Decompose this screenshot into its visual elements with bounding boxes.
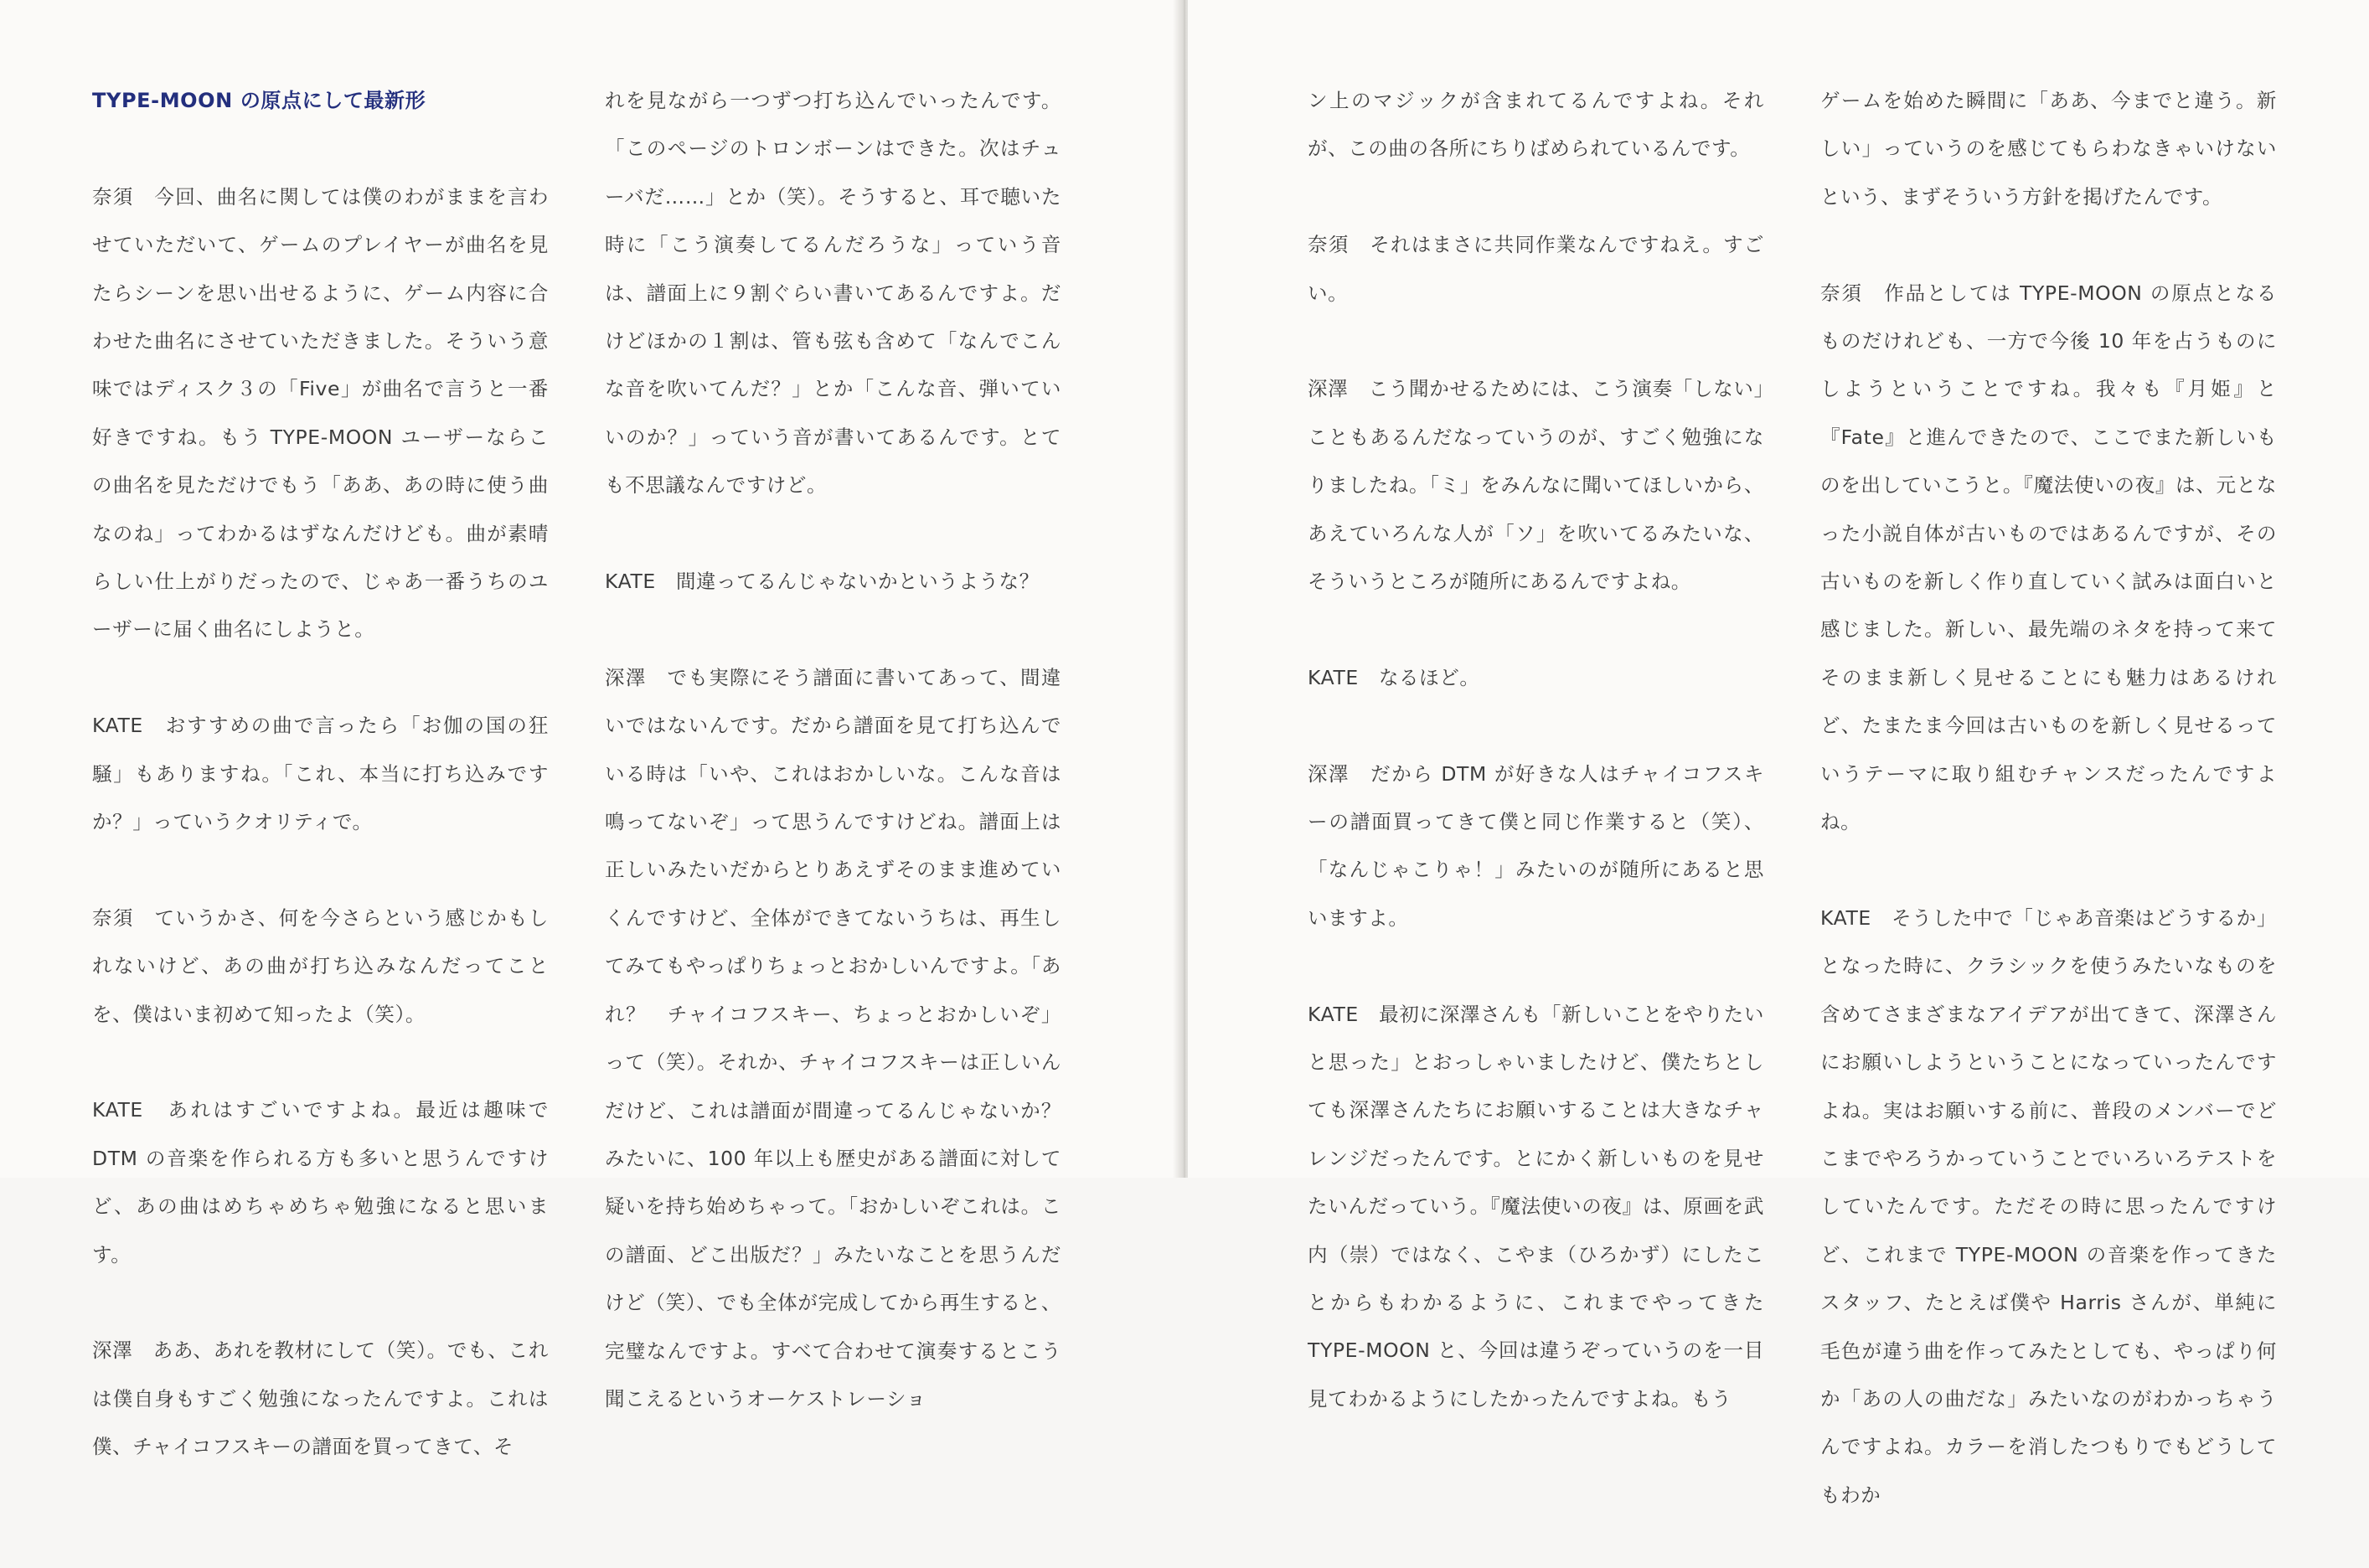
paragraph: 深澤 こう聞かせるためには、こう演奏「しない」こともあるんだなっていうのが、すごく勉強になりましたね。「ミ」をみんなに聞いてほしいから、あえていろんな人が「ソ」を吹いてるみたいな、そういうところが随所にあるんですよね。 bbox=[1308, 377, 1764, 594]
paragraph: KATE あれはすごいですよね。最近は趣味で DTM の音楽を作られる方も多いと思うんですけど、あの曲はめちゃめちゃ勉強になると思います。 bbox=[92, 1098, 549, 1266]
paragraph: 奈須 今回、曲名に関しては僕のわがままを言わせていただいて、ゲームのプレイヤーが曲名を見たらシーンを思い出せるように、ゲーム内容に合わせた曲名にさせていただきました。そういう意味ではディスク３の「Five」が曲名で言うと一番好きですね。もう TYPE-MOON ユーザーならこの曲名を見ただけでもう「ああ、あの時に使う曲なのね」ってわかるはずなんだけども。曲が素晴らしい仕上がりだったので、じゃあ一番うちのユーザーに届く曲名にしようと。 bbox=[92, 184, 549, 642]
left-page-column-1 bbox=[92, 77, 549, 1519]
left-page bbox=[0, 0, 1181, 1459]
paragraph: れを見ながら一つずつ打ち込んでいったんです。「このページのトロンボーンはできた。次はチューバだ……」とか（笑）。そうすると、耳で聴いた時に「こう演奏してるんだろうな」っていう音は、譜面上に９割ぐらい書いてあるんですよ。だけどほかの１割は、管も弦も含めて「なんでこんな音を吹いてんだ？」とか「こんな音、弾いていいのか？」っていう音が書いてあるんです。とても不思議なんですけど。 bbox=[605, 89, 1061, 498]
paragraph: KATE 間違ってるんじゃないかというような？ bbox=[605, 570, 1040, 594]
paragraph: KATE なるほど。 bbox=[1308, 665, 1480, 689]
paragraph: 奈須 ていうかさ、何を今さらという感じかもしれないけど、あの曲が打ち込みなんだってことを、僕はいま初めて知ったよ（笑）。 bbox=[92, 905, 549, 1026]
paragraph: 深澤 だから DTM が好きな人はチャイコフスキーの譜面買ってきて僕と同じ作業すると（笑）、「なんじゃこりゃ！」みたいのが随所にあると思いますよ。 bbox=[1308, 761, 1764, 930]
section-heading: TYPE-MOON の原点にして最新形 bbox=[92, 89, 426, 112]
paragraph: 奈須 作品としては TYPE-MOON の原点となるものだけれども、一方で今後 10 年を占うものにしようということですね。我々も『月姫』と『Fate』と進んできたので、ここでまた新しいものを出していこうと。『魔法使いの夜』は、元となった小説自体が古いものではあるんですが、その古いものを新しく作り直していく試みは面白いと感じました。新しい、最先端のネタを持って来てそのまま新しく見せることにも魅力はあるけれど、たまたま今回は古いものを新しく見せるっていうテーマに取り組むチャンスだったんですよね。 bbox=[1820, 281, 2277, 834]
paragraph: KATE 最初に深澤さんも「新しいことをやりたいと思った」とおっしゃいましたけど、僕たちとしても深澤さんたちにお願いすることは大きなチャレンジだったんです。とにかく新しいものを見せたいんだっていう。『魔法使いの夜』は、原画を武内（崇）ではなく、こやま（ひろかず）にしたことからもわかるように、これまでやってきた TYPE-MOON と、今回は違うぞっていうのを一目見てわかるようにしたかったんですよね。もう bbox=[1308, 1002, 1764, 1411]
paragraph: ン上のマジックが含まれてるんですよね。それが、この曲の各所にちりばめられているんです。 bbox=[1308, 89, 1764, 161]
right-page-column-2 bbox=[1820, 77, 2277, 1568]
paragraph: 深澤 ああ、あれを教材にして（笑）。でも、これは僕自身もすごく勉強になったんですよ。これは僕、チャイコフスキーの譜面を買ってきて、そ bbox=[92, 1338, 549, 1459]
paragraph: ゲームを始めた瞬間に「ああ、今までと違う。新しい」っていうのを感じてもらわなきゃいけないという、まずそういう方針を掲げたんです。 bbox=[1820, 89, 2277, 209]
paragraph: KATE おすすめの曲で言ったら「お伽の国の狂騒」もありますね。「これ、本当に打ち込みですか？」っていうクオリティで。 bbox=[92, 714, 549, 834]
paragraph: KATE そうした中で「じゃあ音楽はどうするか」となった時に、クラシックを使うみたいなものを含めてさまざまなアイデアが出てきて、深澤さんにお願いしようということになっていったんですよね。実はお願いする前に、普段のメンバーでどこまでやろうかっていうことでいろいろテストをしていたんです。ただその時に思ったんですけど、これまで TYPE-MOON の音楽を作ってきたスタッフ、たとえば僕や Harris さんが、単純に毛色が違う曲を作ってみたとしても、やっぱり何か「あの人の曲だな」みたいなのがわかっちゃうんですよね。カラーを消したつもりでもどうしてもわか bbox=[1820, 905, 2277, 1507]
right-page-column-1 bbox=[1308, 77, 1764, 1472]
paragraph: 深澤 でも実際にそう譜面に書いてあって、間違いではないんです。だから譜面を見て打ち込んでいる時は「いや、これはおかしいな。こんな音は鳴ってないぞ」って思うんですけどね。譜面上は正しいみたいだからとりあえずそのまま進めていくんですけど、全体ができてないうちは、再生してみてもやっぱりちょっとおかしいんですよ。「あれ？ チャイコフスキー、ちょっとおかしいぞ」って（笑）。それか、チャイコフスキーは正しいんだけど、これは譜面が間違ってるんじゃないか？ みたいに、100 年以上も歴史がある譜面に対して疑いを持ち始めちゃって。「おかしいぞこれは。この譜面、どこ出版だ？」みたいなことを思うんだけど（笑）、でも全体が完成してから再生すると、完璧なんですよ。すべて合わせて演奏するとこう聞こえるというオーケストレーショ bbox=[605, 665, 1082, 1411]
left-page-column-2 bbox=[605, 77, 1082, 1472]
paragraph: 奈須 それはまさに共同作業なんですねえ。すごい。 bbox=[1308, 233, 1764, 305]
